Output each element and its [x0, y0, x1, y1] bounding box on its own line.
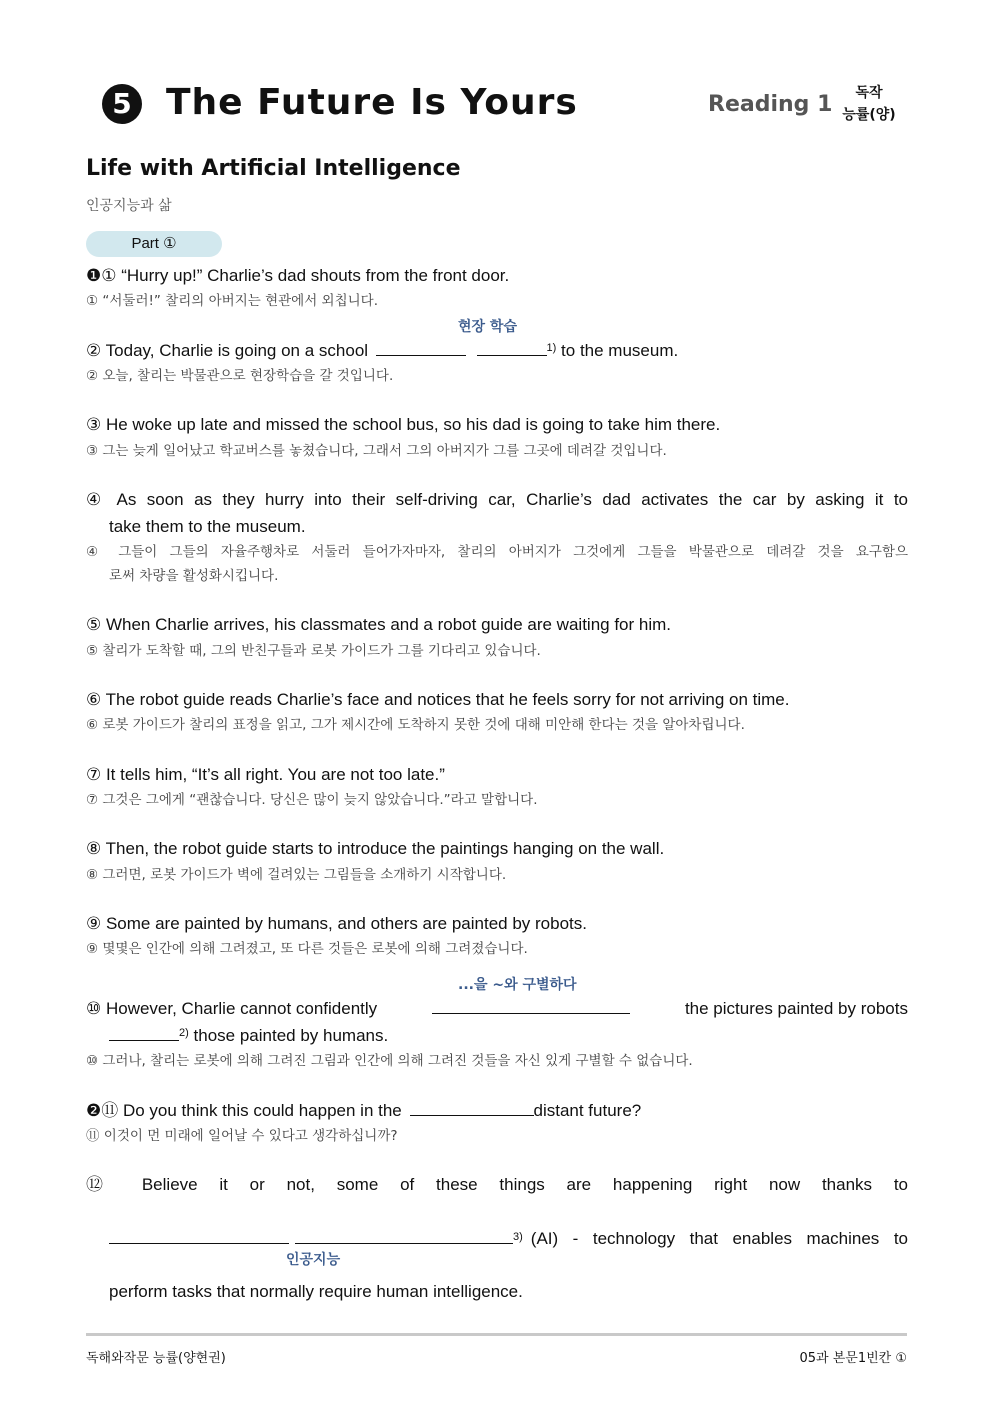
sentence-3-kr: ③ 그는 늦게 일어났고 학교버스를 놓쳤습니다, 그래서 그의 아버지가 그를 그곳에 데려갈 것입니다.	[86, 443, 667, 459]
sentence-11-part-a: ❷⑪ Do you think this could happen in the	[86, 1101, 402, 1120]
blank-number-3: 3)	[513, 1231, 523, 1243]
sentence-4-en-line1: ④ As soon as they hurry into their self-driving car, Charlie’s dad activates the car by asking it to	[86, 490, 908, 509]
blank-1b	[477, 354, 547, 356]
sentence-1-kr: ① “서둘러!” 찰리의 아버지는 현관에서 외칩니다.	[86, 293, 378, 309]
blank-intelligence	[295, 1242, 513, 1244]
sentence-12-en-line2	[86, 1225, 908, 1255]
blank-distant	[410, 1114, 534, 1116]
tag-line-1: 독작	[855, 85, 883, 101]
sentence-5-en: ⑤ When Charlie arrives, his classmates and a robot guide are waiting for him.	[86, 615, 671, 634]
hint-ai: 인공지능	[286, 1252, 341, 1268]
sentence-12-en-line3: perform tasks that normally require human intelligence.	[109, 1282, 523, 1301]
sentence-10-part-b: the pictures painted by robots	[684, 999, 908, 1018]
sentence-6-kr: ⑥ 로봇 가이드가 찰리의 표정을 읽고, 그가 제시간에 도착하지 못한 것에 대해 미안해 한다는 것을 알아차립니다.	[86, 717, 745, 733]
blank-1a	[376, 354, 466, 356]
sentence-10-kr: ⑩ 그러나, 찰리는 로봇에 의해 그려진 그림과 인간에 의해 그려진 것들을 자신 있게 구별할 수 없습니다.	[86, 1053, 693, 1069]
sentence-1-en: ❶① “Hurry up!” Charlie’s dad shouts from the front door.	[86, 266, 510, 285]
blank-distinguish	[432, 1012, 630, 1014]
blank-2	[109, 1039, 179, 1041]
hint-distinguish: ...을 ~와 구별하다	[458, 977, 577, 993]
sentence-4-kr-line2: 로써 차량을 활성화시킵니다.	[109, 568, 279, 584]
footer-book-title: 독해와작문 능률(양현권)	[86, 1351, 226, 1366]
sentence-11-kr: ⑪ 이것이 먼 미래에 일어날 수 있다고 생각하십니까?	[86, 1128, 398, 1144]
sentence-8-kr: ⑧ 그러면, 로봇 가이드가 벽에 걸려있는 그림들을 소개하기 시작합니다.	[86, 867, 507, 883]
sentence-3-en: ③ He woke up late and missed the school bus, so his dad is going to take him there.	[86, 415, 721, 434]
sentence-10-en-line1	[86, 995, 908, 1022]
blank-number-2: 2)	[179, 1027, 189, 1039]
sentence-11-part-b: distant future?	[533, 1101, 642, 1120]
textbook-tag	[836, 82, 902, 126]
sentence-2-part-b: to the museum.	[561, 341, 679, 360]
sentence-4-en-line2: take them to the museum.	[109, 517, 306, 536]
sentence-10-part-a: ⑩ However, Charlie cannot confidently	[86, 999, 378, 1018]
sentence-2-kr: ② 오늘, 찰리는 박물관으로 현장학습을 갈 것입니다.	[86, 368, 394, 384]
tag-line-2: 능률(양)	[842, 107, 896, 123]
sentence-7-kr: ⑦ 그것은 그에게 “괜찮습니다. 당신은 많이 늦지 않았습니다.”라고 말합니다.	[86, 792, 538, 808]
unit-number-badge: 5	[102, 84, 142, 124]
sentence-2-part-a: ② Today, Charlie is going on a school	[86, 341, 369, 360]
sentence-10-en-line2	[86, 1022, 908, 1049]
sentence-4-kr-line1: ④ 그들이 그들의 자율주행차로 서둘러 들어가자마자, 찰리의 아버지가 그것에게 그들을 박물관으로 데려갈 것을 요구함으	[86, 544, 908, 560]
sentence-5-kr: ⑤ 찰리가 도착할 때, 그의 반친구들과 로봇 가이드가 그를 기다리고 있습니다.	[86, 643, 541, 659]
sentence-2-en	[86, 337, 908, 364]
hint-field-trip: 현장 학습	[458, 319, 517, 335]
footer-divider	[86, 1333, 907, 1336]
part-label: Part ①	[86, 231, 222, 257]
sentence-12-en-line1: ⑫ Believe it or not, some of these things are happening right now thanks to	[86, 1175, 908, 1194]
sentence-12-part-b: (AI) - technology that enables machines to	[530, 1229, 908, 1248]
blank-artificial	[109, 1242, 289, 1244]
blank-number-1: 1)	[546, 342, 557, 354]
lesson-title-kr: 인공지능과 삶	[86, 198, 172, 214]
sentence-6-en: ⑥ The robot guide reads Charlie’s face and notices that he feels sorry for not arriving on time.	[86, 690, 790, 709]
footer-page-label: 05과 본문1빈칸 ①	[799, 1351, 907, 1366]
lesson-title: Life with Artificial Intelligence	[86, 156, 461, 181]
unit-title: The Future Is Yours	[166, 82, 578, 123]
sentence-11-en	[86, 1097, 908, 1124]
sentence-9-kr: ⑨ 몇몇은 인간에 의해 그려졌고, 또 다른 것들은 로봇에 의해 그려졌습니다.	[86, 941, 528, 957]
sentence-7-en: ⑦ It tells him, “It’s all right. You are not too late.”	[86, 765, 445, 784]
sentence-8-en: ⑧ Then, the robot guide starts to introduce the paintings hanging on the wall.	[86, 839, 665, 858]
sentence-9-en: ⑨ Some are painted by humans, and others are painted by robots.	[86, 914, 587, 933]
sentence-10-part-c: those painted by humans.	[193, 1026, 389, 1045]
reading-label: Reading 1	[708, 92, 833, 117]
